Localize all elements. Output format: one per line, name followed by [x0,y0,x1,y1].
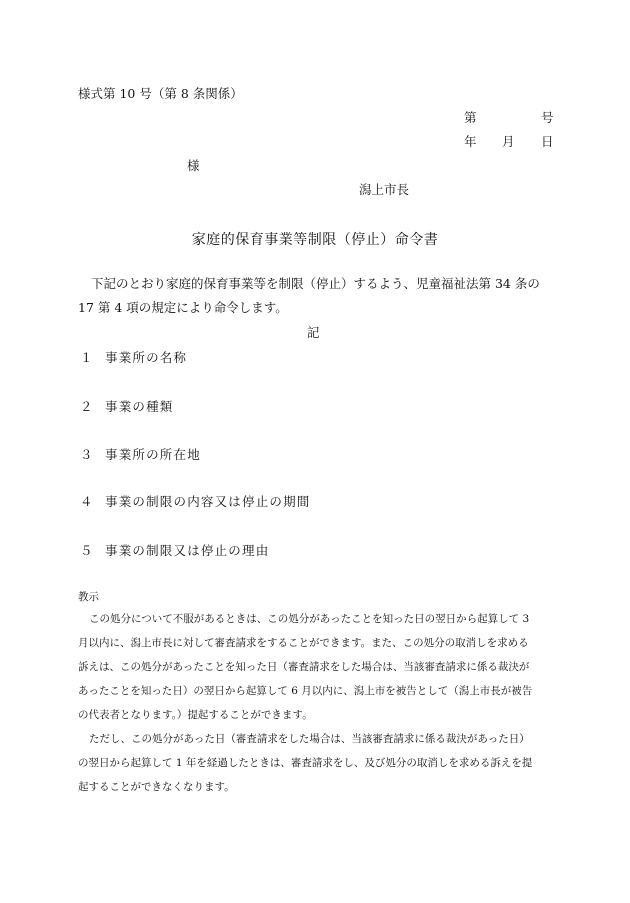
form-number: 様式第 10 号（第 8 条関係） [78,86,243,101]
date-month-label: 月 [502,134,515,149]
addressee-suffix: 様 [187,158,200,173]
item-number: ４ [80,494,93,509]
item-label: 事業所の所在地 [105,447,201,462]
document-title: 家庭的保育事業等制限（停止）命令書 [191,232,439,248]
notice-line: 訴えは、この処分があったことを知った日（審査請求をした場合は、当該審査請求に係る裁決が [78,661,530,673]
document-number-suffix: 号 [541,110,554,125]
date-year-label: 年 [464,134,477,149]
body-line: 17 第 4 項の規定により命令します。 [78,300,288,315]
item-label: 事業の種類 [105,399,174,414]
notice-line: この処分について不服があるときは、この処分があったことを知った日の翌日から起算して 3 [89,613,530,625]
body-line: 下記のとおり家庭的保育事業等を制限（停止）するよう、児童福祉法第 34 条の [91,276,540,291]
date-day-label: 日 [541,134,554,149]
issuer-name: 潟上市長 [359,182,410,197]
document-number-prefix: 第 [464,110,477,125]
notice-paragraph-1 [78,607,554,727]
item-number: ５ [80,543,93,558]
notice-line: の翌日から起算して 1 年を経過したときは、審査請求をし、及び処分の取消しを求める訴えを提 [78,757,533,769]
item-number: ２ [80,399,93,414]
notice-line: 起することができなくなります。 [78,781,235,793]
notice-line: あったことを知った日）の翌日から起算して 6 月以内に、潟上市を被告として（潟上市長が被告 [78,685,533,697]
notice-line: の代表者となります。）提起することができます。 [78,709,313,721]
ki-label: 記 [307,325,320,340]
notice-heading: 教示 [78,591,99,603]
item-number: １ [80,350,93,365]
notice-paragraph-2 [78,727,554,799]
notice-line: ただし、この処分があった日（審査請求をした場合は、当該審査請求に係る裁決があった日） [89,733,530,745]
item-label: 事業の制限の内容又は停止の期間 [105,494,311,509]
item-label: 事業の制限又は停止の理由 [105,543,270,558]
item-number: ３ [80,447,93,462]
notice-line: 月以内に、潟上市長に対して審査請求をすることができます。また、この処分の取消しを求める [78,637,529,649]
body-paragraph [78,272,554,320]
item-label: 事業所の名称 [105,350,188,365]
